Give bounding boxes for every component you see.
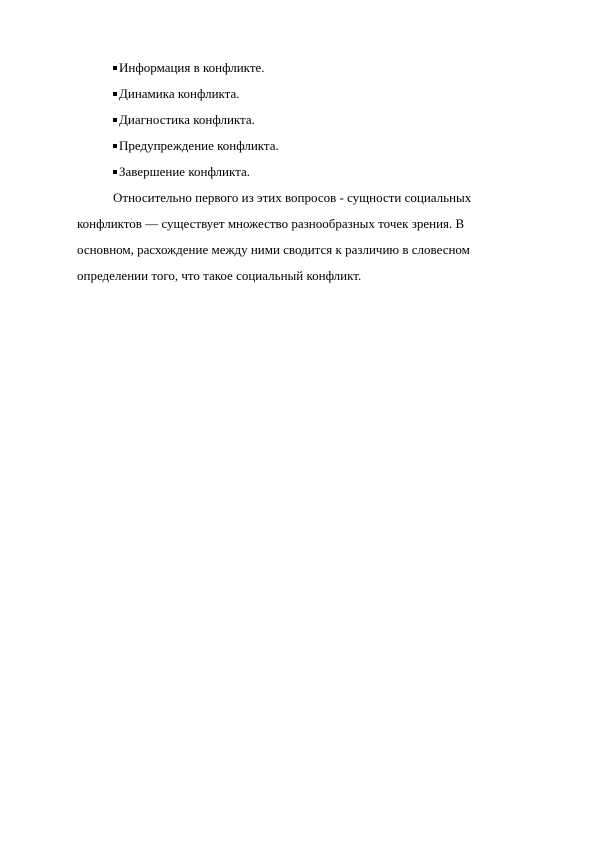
list-item xyxy=(113,133,279,159)
paragraph-line: основном, расхождение между ними сводится к различию в словесном xyxy=(77,242,470,257)
square-bullet-icon xyxy=(113,170,117,174)
list-item-text: Диагностика конфликта. xyxy=(119,112,255,127)
body-paragraph xyxy=(77,185,527,289)
square-bullet-icon xyxy=(113,118,117,122)
paragraph-line: определении того, что такое социальный конфликт. xyxy=(77,268,362,283)
list-item xyxy=(113,159,279,185)
list-item-text: Информация в конфликте. xyxy=(119,60,265,75)
list-item xyxy=(113,107,279,133)
list-item xyxy=(113,81,279,107)
bullet-list xyxy=(113,55,279,185)
square-bullet-icon xyxy=(113,92,117,96)
list-item-text: Предупреждение конфликта. xyxy=(119,138,279,153)
list-item-text: Динамика конфликта. xyxy=(119,86,240,101)
square-bullet-icon xyxy=(113,66,117,70)
list-item xyxy=(113,55,279,81)
list-item-text: Завершение конфликта. xyxy=(119,164,250,179)
paragraph-line: Относительно первого из этих вопросов - сущности социальных xyxy=(113,190,472,205)
paragraph-line: конфликтов — существует множество разнообразных точек зрения. В xyxy=(77,216,465,231)
square-bullet-icon xyxy=(113,144,117,148)
